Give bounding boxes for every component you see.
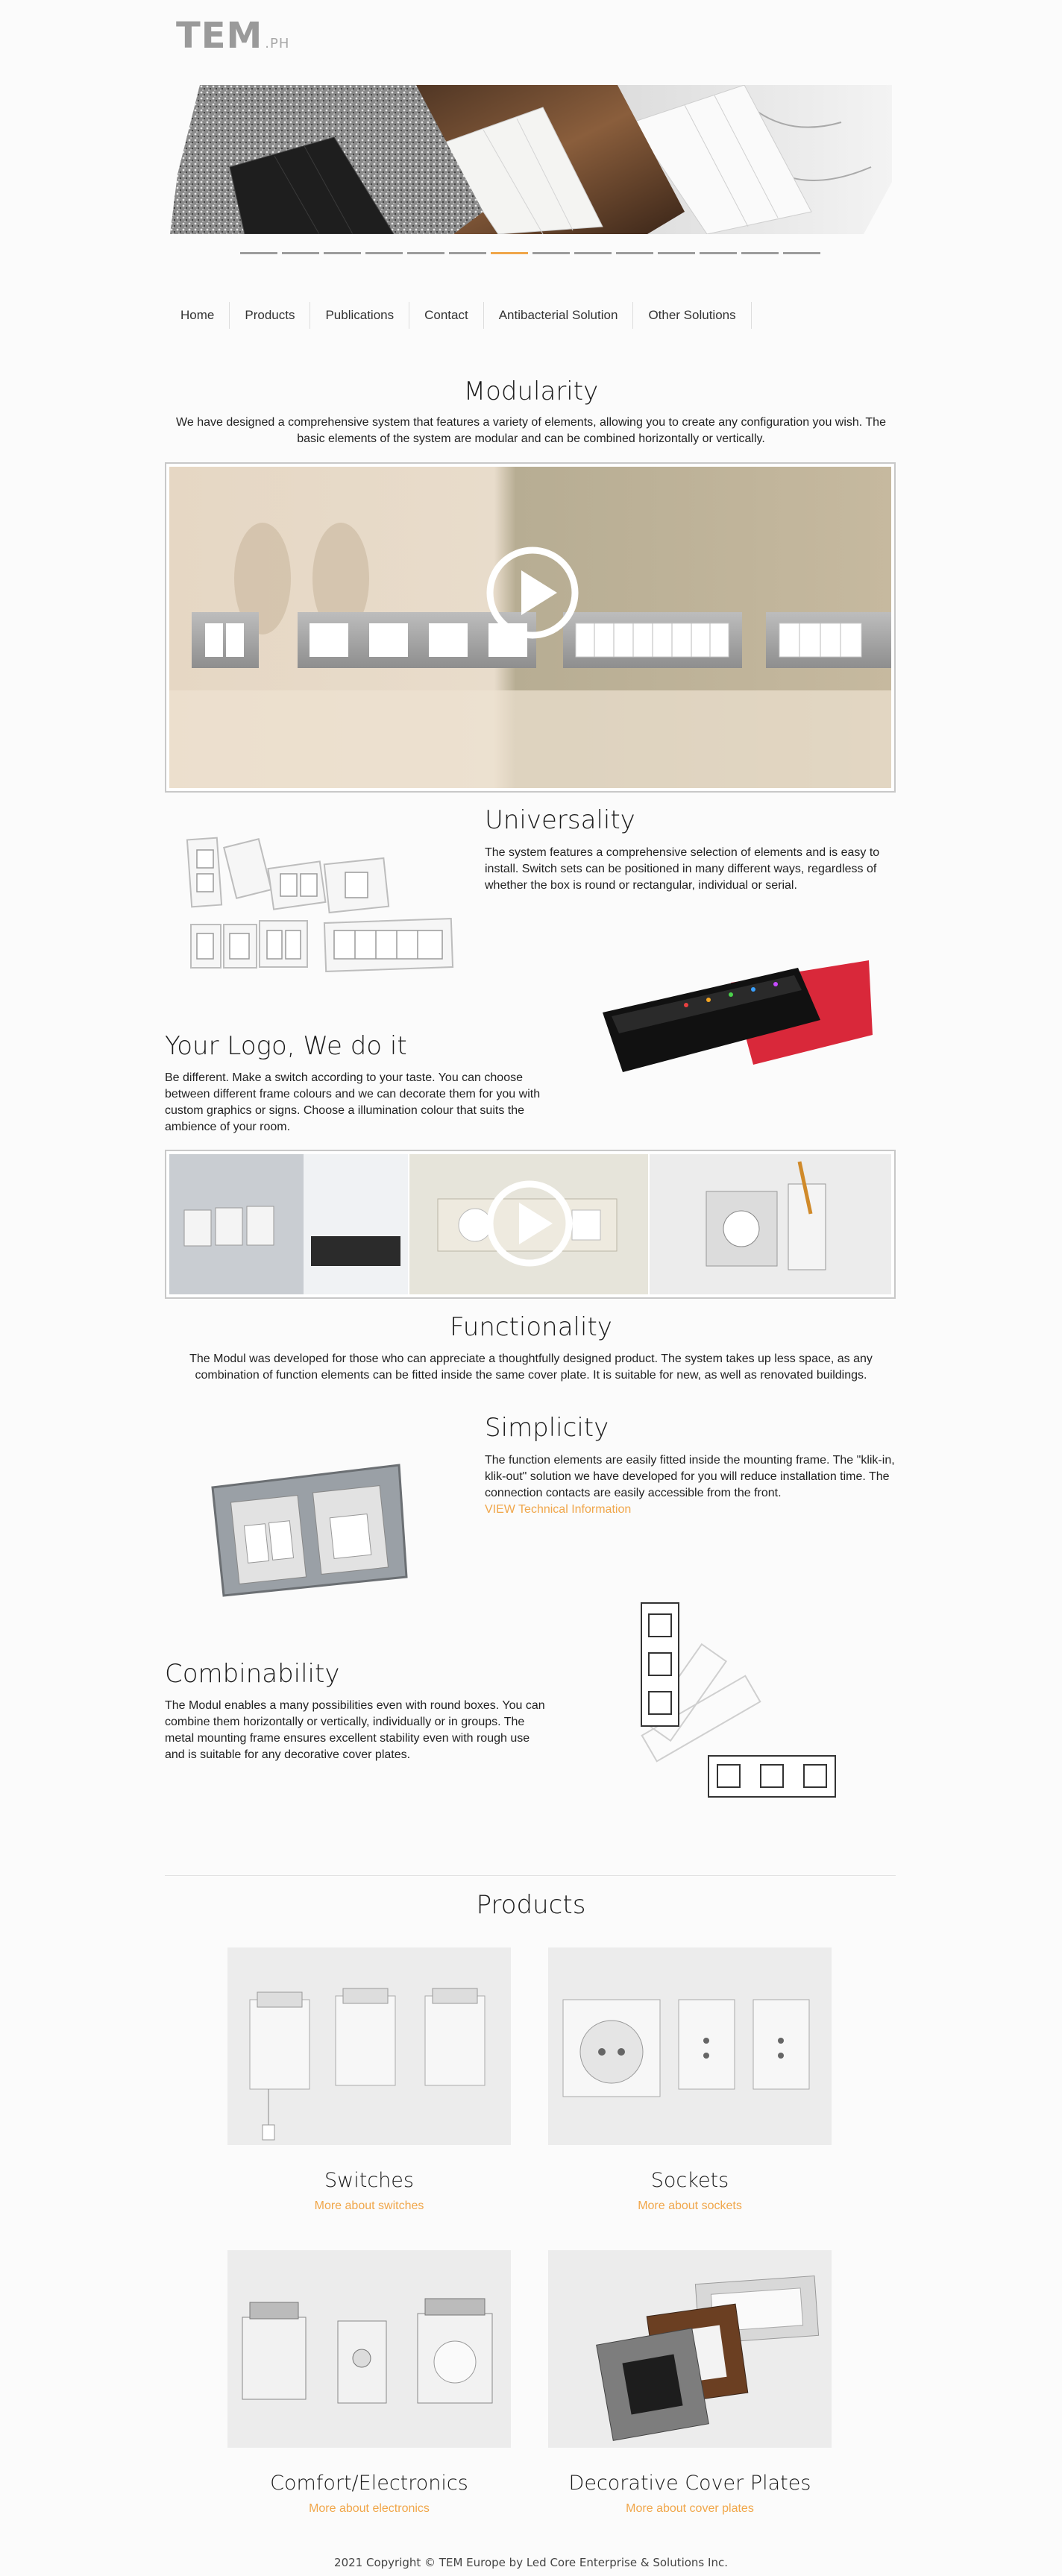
product-name: Decorative Cover Plates [568,2472,811,2495]
combinability-image [626,1599,843,1808]
slider-indicators [240,252,820,254]
nav-home[interactable]: Home [166,302,230,329]
product-card-electronics[interactable] [227,2250,511,2516]
nav-other-solutions[interactable]: Other Solutions [633,302,751,329]
technical-info-link[interactable]: VIEW Technical Information [485,1503,632,1516]
product-name: Switches [324,2169,414,2192]
hero-image [170,85,892,234]
nav-antibacterial[interactable]: Antibacterial Solution [484,302,634,329]
main-nav [166,302,752,329]
slider-dot-6[interactable] [449,252,486,254]
product-card-switches[interactable] [227,1947,511,2213]
product-link[interactable]: More about cover plates [626,2502,754,2515]
hero-slider[interactable] [170,85,892,234]
slider-dot-12[interactable] [700,252,737,254]
modularity-text: We have designed a comprehensive system that features a variety of elements, allowing you to create any configuration you wish. The basic elements of the system are modular and can be combined horizontally or vertically. [176,416,886,445]
slider-dot-4[interactable] [365,252,403,254]
play-icon[interactable] [484,1178,575,1269]
section-divider [165,1875,896,1876]
universality-title: Universality [485,805,635,835]
slider-dot-10[interactable] [616,252,653,254]
brand-name: TEM [176,15,263,57]
slider-dot-11[interactable] [658,252,695,254]
slider-dot-13[interactable] [741,252,779,254]
modularity-title: Modularity [463,377,599,406]
slider-dot-14[interactable] [783,252,820,254]
functionality-text: The Modul was developed for those who can appreciate a thoughtfully designed product. The system takes up less space, as any combination of function elements can be fitted inside the same cover plate. It is suitable for new, as well as renovated buildings. [189,1352,873,1382]
cover-plates-image[interactable] [548,2250,832,2448]
switches-image[interactable] [227,1947,511,2145]
universality-text: The system features a comprehensive selection of elements and is easy to install. Switch sets can be positioned in many different ways, regardless of whether the box is round or rectangular, individual or serial. [485,846,880,892]
product-card-cover-plates[interactable] [548,2250,832,2516]
functionality-video[interactable] [165,1150,896,1299]
simplicity-text: The function elements are easily fitted inside the mounting frame. The "klik-in, klik-out" solution we have developed for you will reduce installation time. The connection contacts are easily accessible from the front. [485,1454,895,1499]
your-logo-text: Be different. Make a switch according to your taste. You can choose between different frame colours and we can decorate them for you with custom graphics or signs. Choose a illumination colour that suits the ambience of your room. [165,1071,541,1133]
slider-dot-5[interactable] [407,252,444,254]
custom-logo-image [597,953,873,1080]
nav-products[interactable]: Products [230,302,310,329]
footer-copyright: 2021 Copyright © TEM Europe by Led Core Enterprise & Solutions Inc. [334,2556,728,2569]
slider-dot-7[interactable] [491,252,528,254]
simplicity-image [205,1458,421,1607]
nav-publications[interactable]: Publications [310,302,409,329]
product-link[interactable]: More about switches [314,2199,424,2212]
nav-contact[interactable]: Contact [409,302,484,329]
slider-dot-8[interactable] [532,252,570,254]
play-icon[interactable] [484,544,581,641]
product-link[interactable]: More about electronics [309,2502,430,2515]
brand-suffix: .PH [265,36,290,51]
simplicity-title: Simplicity [485,1413,609,1443]
functionality-title: Functionality [450,1312,612,1342]
universality-image [185,820,461,992]
slider-dot-9[interactable] [574,252,612,254]
slider-dot-1[interactable] [240,252,277,254]
product-link[interactable]: More about sockets [638,2199,742,2212]
electronics-image[interactable] [227,2250,511,2448]
product-card-sockets[interactable] [548,1947,832,2213]
slider-dot-2[interactable] [282,252,319,254]
your-logo-title: Your Logo, We do it [165,1031,407,1061]
product-name: Sockets [650,2169,729,2192]
slider-dot-3[interactable] [324,252,361,254]
brand-logo[interactable] [176,15,289,57]
products-title: Products [476,1890,586,1920]
combinability-title: Combinability [165,1659,340,1689]
sockets-image[interactable] [548,1947,832,2145]
combinability-text: The Modul enables a many possibilities even with round boxes. You can combine them horizontally or vertically, individually or in groups. The metal mounting frame ensures excellent stability even with rough use and is suitable for any decorative cover plates. [165,1699,545,1761]
product-name: Comfort/Electronics [270,2472,468,2495]
modularity-video[interactable] [165,462,896,793]
